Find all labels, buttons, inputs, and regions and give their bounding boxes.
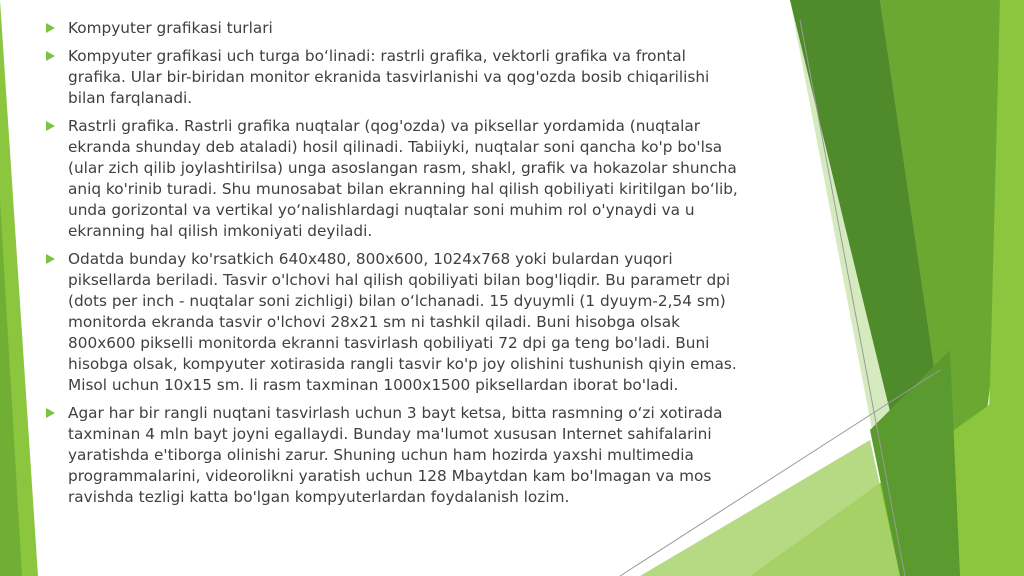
bullet-arrow-icon [46,121,55,131]
bullet-arrow-icon [46,408,55,418]
bullet-arrow-icon [46,51,55,61]
bullet-item-resolution [46,249,746,396]
bullet-text: Kompyuter grafikasi turlari [68,19,273,37]
bullet-list [46,18,746,508]
bullet-text: Odatda bunday ko'rsatkich 640x480, 800x600, 1024x768 yoki bulardan yuqori piksellarda beriladi. Tasvir o'lchovi hal qilish qobiliyati bilan bog'liqdir. Bu parametr dpi (dots per inch - nuqtalar soni zichligi) bilan o‘lchanadi. 15 dyuymli (1 dyuym-2,54 sm) monitorda ekranda tasvir o'lchovi 28x21 sm ni tashkil qiladi. Buni hisobga olsak 800x600 pikselli monitorda ekranni tasvirlash qobiliyati 72 dpi ga teng bo'ladi. Buni hisobga olsak, kompyuter xotirasida rangli tasvir ko'p joy olishini tushunish qiyin emas. Misol uchun 10x15 sm. li rasm taxminan 1000x1500 piksellardan iborat bo'ladi. [68,250,737,394]
bullet-item-raster [46,116,746,242]
bullet-item-types [46,46,746,109]
bullet-item-memory [46,403,746,508]
bullet-arrow-icon [46,254,55,264]
bullet-arrow-icon [46,23,55,33]
slide-content [46,18,746,515]
bullet-text: Rastrli grafika. Rastrli grafika nuqtalar (qog'ozda) va piksellar yordamida (nuqtalar ekranda shunday deb ataladi) hosil qilinadi. Tabiiyki, nuqtalar soni qancha ko'p bo'lsa (ular zich qilib joylashtirilsa) unga asoslangan rasm, shakl, grafik va hokazolar shuncha aniq ko'rinib turadi. Shu munosabat bilan ekranning hal qilish qobiliyati kiritilgan bo‘lib, unda gorizontal va vertikal yo‘nalishlardagi nuqtalar soni muhim rol o'ynaydi va u ekranning hal qilish imkoniyati deyiladi. [68,117,738,240]
bullet-item-title [46,18,746,39]
bullet-text: Kompyuter grafikasi uch turga bo‘linadi: rastrli grafika, vektorli grafika va frontal grafika. Ular bir-biridan monitor ekranida tasvirlanishi va qog'ozda bosib chiqarilishi bilan farqlanadi. [68,47,710,107]
bullet-text: Agar har bir rangli nuqtani tasvirlash uchun 3 bayt ketsa, bitta rasmning o‘zi xotirada taxminan 4 mln bayt joyni egallaydi. Bunday ma'lumot xususan Internet sahifalarini yaratishda e'tiborga olinishi zarur. Shuning uchun ham hozirda yaxshi multimedia programmalarini, videorolikni yaratish uchun 128 Mbaytdan kam bo'lmagan va mos ravishda tezligi katta bo'lgan kompyuterlardan foydalanish lozim. [68,404,723,506]
